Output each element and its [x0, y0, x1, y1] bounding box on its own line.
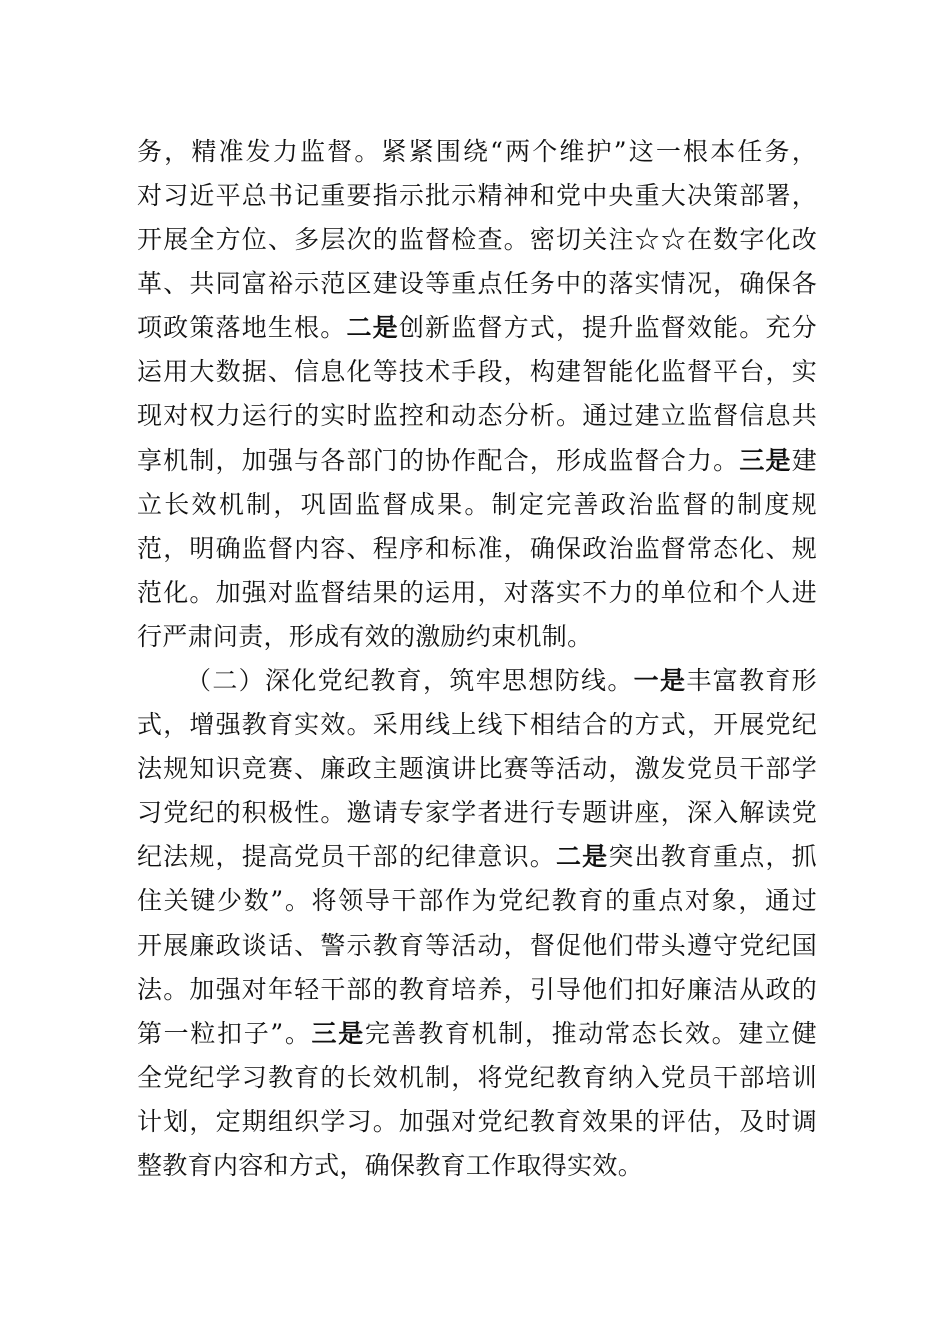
paragraph-line: [137, 1058, 817, 1098]
text-run: 第一粒扣子”。: [137, 1019, 312, 1048]
text-run: 全党纪学习教育的长效机制，将党纪教育纳入党员干部培训: [137, 1063, 817, 1092]
text-run: 突出教育重点，抓: [608, 842, 817, 871]
text-run: 开展全方位、多层次的监督检查。密切关注☆☆在数字化改: [137, 225, 817, 254]
text-run: 项政策落地生根。: [137, 313, 347, 342]
text-run: 范，明确监督内容、程序和标准，确保政治监督常态化、规: [137, 534, 817, 563]
text-run: 整教育内容和方式，确保教育工作取得实效。: [137, 1151, 644, 1180]
paragraph-line-last: [137, 1146, 817, 1186]
paragraph-line: [137, 705, 817, 745]
text-run: 习党纪的积极性。邀请专家学者进行专题讲座，深入解读党: [137, 798, 817, 827]
paragraph-line: [137, 176, 817, 216]
section-heading: （二）深化党纪教育，筑牢思想防线。: [186, 666, 634, 695]
text-run: 法。加强对年轻干部的教育培养，引导他们扣好廉洁从政的: [137, 975, 817, 1004]
text-run: 计划，定期组织学习。加强对党纪教育效果的评估，及时调: [137, 1107, 817, 1136]
text-run: 丰富教育形: [686, 666, 817, 695]
paragraph-line: [137, 926, 817, 966]
bold-marker: 三是: [311, 1019, 365, 1048]
text-run: 式，增强教育实效。采用线上线下相结合的方式，开展党纪: [137, 710, 817, 739]
paragraph-line: [137, 264, 817, 304]
text-run: 法规知识竞赛、廉政主题演讲比赛等活动，激发党员干部学: [137, 754, 817, 783]
text-run: 范化。加强对监督结果的运用，对落实不力的单位和个人进: [137, 578, 817, 607]
paragraph-line: [137, 573, 817, 613]
text-run: 现对权力运行的实时监控和动态分析。通过建立监督信息共: [137, 401, 817, 430]
bold-marker: 二是: [346, 313, 399, 342]
paragraph-line: [137, 749, 817, 789]
paragraph-line-last: [137, 617, 817, 657]
text-run: 行严肃问责，形成有效的激励约束机制。: [137, 622, 593, 651]
paragraph-line: [137, 837, 817, 877]
paragraph-line: [137, 1014, 817, 1054]
bold-marker: 二是: [556, 842, 609, 871]
paragraph-line: [137, 441, 817, 481]
text-run: 运用大数据、信息化等技术手段，构建智能化监督平台，实: [137, 357, 817, 386]
text-run: 务，精准发力监督。紧紧围绕“两个维护”这一根本任务，: [137, 137, 817, 166]
section-heading-line: [186, 661, 817, 701]
paragraph-line: [137, 352, 817, 392]
text-run: 创新监督方式，提升监督效能。充分: [398, 313, 817, 342]
paragraph-line: [137, 793, 817, 833]
text-run: 对习近平总书记重要指示批示精神和党中央重大决策部署，: [137, 181, 817, 210]
paragraph-line: [137, 529, 817, 569]
text-run: 革、共同富裕示范区建设等重点任务中的落实情况，确保各: [137, 269, 817, 298]
bold-marker: 一是: [633, 666, 687, 695]
text-run: 纪法规，提高党员干部的纪律意识。: [137, 842, 556, 871]
text-run: 立长效机制，巩固监督成果。制定完善政治监督的制度规: [137, 490, 817, 519]
text-run: 开展廉政谈话、警示教育等活动，督促他们带头遵守党纪国: [137, 931, 817, 960]
text-run: 建: [791, 446, 817, 475]
paragraph-line: [137, 485, 817, 525]
paragraph-line: [137, 881, 817, 921]
text-run: 享机制，加强与各部门的协作配合，形成监督合力。: [137, 446, 740, 475]
paragraph-line: [137, 1102, 817, 1142]
paragraph-line: [137, 132, 817, 172]
text-run: 住关键少数”。将领导干部作为党纪教育的重点对象，通过: [137, 886, 817, 915]
paragraph-line: [137, 396, 817, 436]
paragraph-line: [137, 308, 817, 348]
bold-marker: 三是: [739, 446, 792, 475]
text-run: 完善教育机制，推动常态长效。建立健: [364, 1019, 817, 1048]
paragraph-line: [137, 970, 817, 1010]
paragraph-line: [137, 220, 817, 260]
